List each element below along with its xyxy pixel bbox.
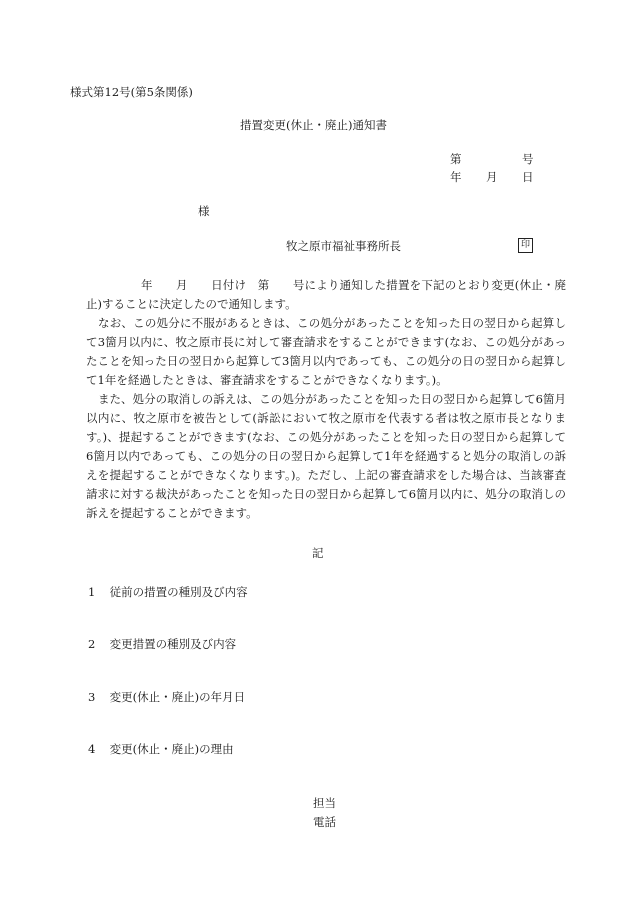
item-number: 2 xyxy=(88,637,96,651)
contact-phone-label: 電話 xyxy=(313,815,336,829)
body-litigation: また、処分の取消しの訴えは、この処分があったことを知った日の翌日から起算して6箇月以内に、牧之原市を被告として(訴訟において牧之原市を代表する者は牧之原市長となります。)、提起することができます(なお、この処分があったことを知った日の翌日から起算して6箇月以内であっても、この処分の日の翌日から起算して1年を経過すると処分の取消しの訴えを提起することができなくなります。)。ただし、上記の審査請求をした場合は、当該審査請求に対する裁決があったことを知った日の翌日から起算して6箇月以内に、処分の取消しの訴えを提起することができます。 xyxy=(86,392,566,520)
form-number: 様式第12号(第5条関係) xyxy=(70,85,193,99)
body-opening: 年 月 日付け 第 号により通知した措置を下記のとおり変更(休止・廃止)することに決定したので通知します。 xyxy=(86,278,566,311)
item-label: 従前の措置の種別及び内容 xyxy=(109,585,248,599)
item-number: 1 xyxy=(88,585,96,599)
date-day: 日 xyxy=(522,170,534,184)
item-label: 変更(休止・廃止)の理由 xyxy=(109,742,234,756)
list-item xyxy=(88,689,245,705)
seal-icon: 印 xyxy=(518,238,533,253)
seal-mark xyxy=(518,236,533,253)
item-label: 変更(休止・廃止)の年月日 xyxy=(109,690,246,704)
date-month: 月 xyxy=(486,170,498,184)
document-title: 措置変更(休止・廃止)通知書 xyxy=(240,118,387,132)
list-item xyxy=(88,741,234,757)
list-item xyxy=(88,636,236,652)
record-label: 記 xyxy=(312,546,324,560)
issuer-name: 牧之原市福祉事務所長 xyxy=(286,239,401,253)
body-appeal: なお、この処分に不服があるときは、この処分があったことを知った日の翌日から起算して3箇月以内に、牧之原市長に対して審査請求をすることができます(なお、この処分があったことを知った日の翌日から起算して3箇月以内であっても、この処分の日の翌日から起算して1年を経過したときは、審査請求をすることができなくなります。)。 xyxy=(86,316,566,387)
date-year: 年 xyxy=(450,170,462,184)
recipient-suffix: 様 xyxy=(198,204,210,218)
item-label: 変更措置の種別及び内容 xyxy=(109,637,237,651)
contact-person-label: 担当 xyxy=(313,796,336,810)
item-number: 4 xyxy=(88,742,96,756)
reference-go: 号 xyxy=(522,152,534,166)
contact-block xyxy=(313,794,336,832)
item-number: 3 xyxy=(88,690,96,704)
reference-dai: 第 xyxy=(450,152,462,166)
list-item xyxy=(88,584,248,600)
